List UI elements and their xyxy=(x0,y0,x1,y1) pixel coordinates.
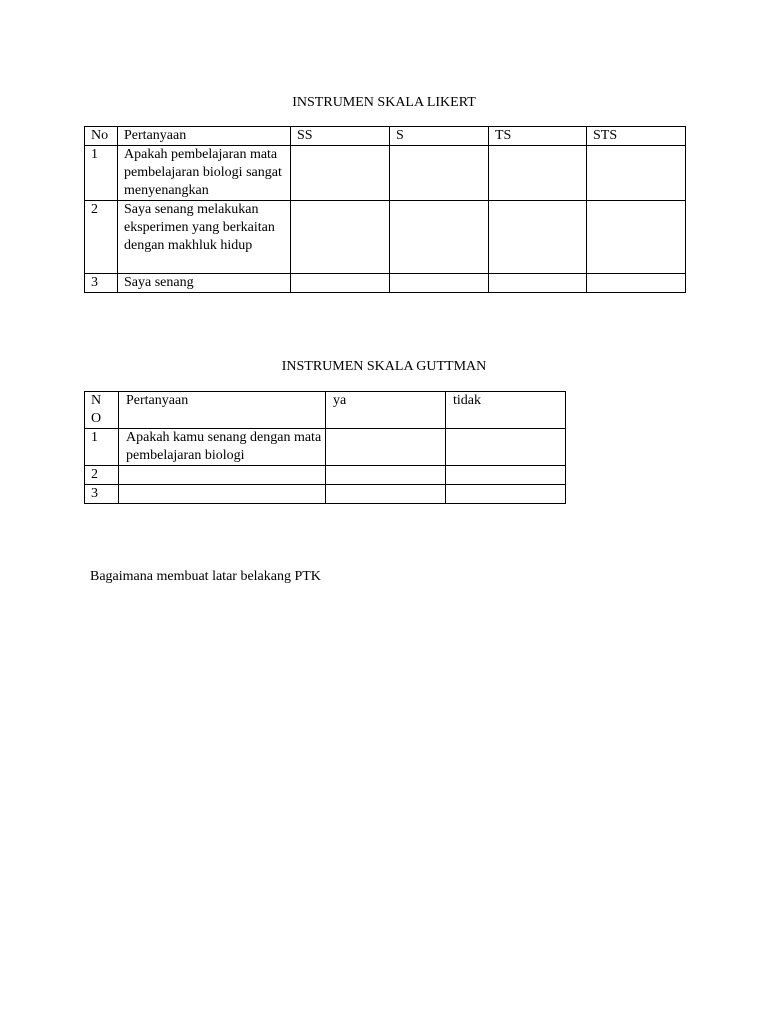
guttman-scale-table xyxy=(84,391,566,504)
row-number: 1 xyxy=(85,429,119,466)
table-row xyxy=(85,201,686,274)
row-number: 2 xyxy=(85,201,118,274)
table-row xyxy=(85,146,686,201)
question-cell xyxy=(119,485,326,504)
answer-cell-tidak xyxy=(446,485,566,504)
guttman-table-title: INSTRUMEN SKALA GUTTMAN xyxy=(281,359,487,374)
guttman-header-ya: ya xyxy=(326,392,446,429)
likert-header-sts: STS xyxy=(587,127,686,146)
likert-scale-table xyxy=(84,126,686,293)
guttman-header-row xyxy=(85,392,566,429)
answer-cell-ss xyxy=(291,146,390,201)
likert-header-row xyxy=(85,127,686,146)
table-row xyxy=(85,274,686,293)
likert-header-ts: TS xyxy=(489,127,587,146)
answer-cell-tidak xyxy=(446,429,566,466)
answer-cell-ya xyxy=(326,466,446,485)
answer-cell-sts xyxy=(587,274,686,293)
answer-cell-sts xyxy=(587,201,686,274)
row-number: 3 xyxy=(85,485,119,504)
answer-cell-ts xyxy=(489,274,587,293)
likert-header-question: Pertanyaan xyxy=(118,127,291,146)
row-number: 3 xyxy=(85,274,118,293)
answer-cell-s xyxy=(390,201,489,274)
answer-cell-ss xyxy=(291,201,390,274)
guttman-header-tidak: tidak xyxy=(446,392,566,429)
question-cell: Apakah pembelajaran mata pembelajaran biologi sangat menyenangkan xyxy=(118,146,291,201)
answer-cell-s xyxy=(390,146,489,201)
answer-cell-tidak xyxy=(446,466,566,485)
table-row xyxy=(85,429,566,466)
guttman-header-no: NO xyxy=(85,392,119,429)
answer-cell-ya xyxy=(326,485,446,504)
question-cell: Saya senang melakukan eksperimen yang berkaitan dengan makhluk hidup xyxy=(118,201,291,274)
row-number: 2 xyxy=(85,466,119,485)
likert-header-s: S xyxy=(390,127,489,146)
ptk-question-text: Bagaimana membuat latar belakang PTK xyxy=(90,569,321,584)
answer-cell-s xyxy=(390,274,489,293)
answer-cell-ya xyxy=(326,429,446,466)
table-row xyxy=(85,466,566,485)
guttman-header-question: Pertanyaan xyxy=(119,392,326,429)
likert-header-ss: SS xyxy=(291,127,390,146)
row-number: 1 xyxy=(85,146,118,201)
question-cell: Apakah kamu senang dengan mata pembelajaran biologi xyxy=(119,429,326,466)
table-row xyxy=(85,485,566,504)
likert-table-title: INSTRUMEN SKALA LIKERT xyxy=(292,95,476,110)
answer-cell-ts xyxy=(489,146,587,201)
question-cell xyxy=(119,466,326,485)
likert-header-no: No xyxy=(85,127,118,146)
answer-cell-ss xyxy=(291,274,390,293)
answer-cell-ts xyxy=(489,201,587,274)
question-cell: Saya senang xyxy=(118,274,291,293)
answer-cell-sts xyxy=(587,146,686,201)
